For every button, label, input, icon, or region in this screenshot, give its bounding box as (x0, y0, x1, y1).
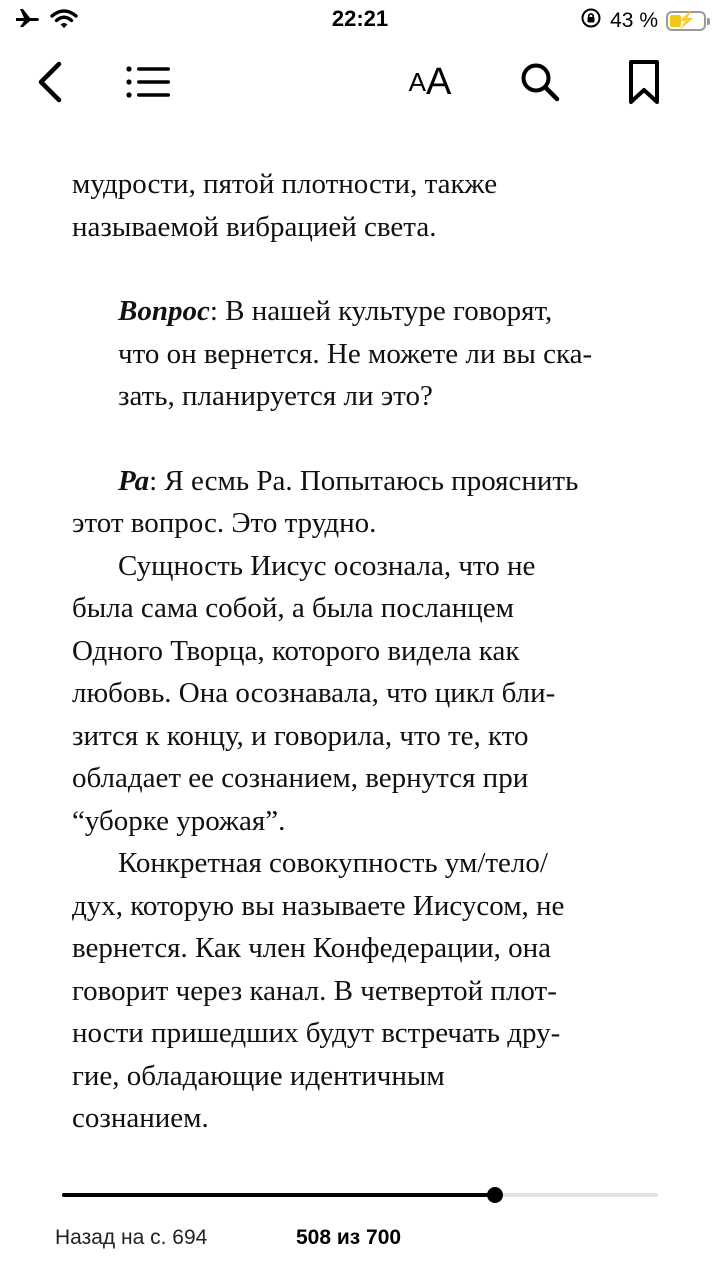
book-page-text (72, 163, 652, 1140)
text-line: : Я есмь Ра. Попытаюсь прояснить (149, 464, 579, 497)
list-icon (125, 65, 171, 99)
battery-percent: 43 % (610, 9, 658, 32)
reading-progress-slider[interactable] (62, 1193, 658, 1197)
text-line: мудрости, пятой плотности, также (72, 168, 498, 200)
search-button[interactable] (512, 50, 568, 114)
text-line: что он вернется. Не можете ли вы ска- (118, 337, 593, 370)
text-line: говорит через канал. В четвертой плот- (72, 974, 557, 1007)
text-line: Конкретная совокупность ум/тело/ (118, 847, 548, 879)
paragraph-4 (72, 545, 652, 843)
speaker-ra: Ра (118, 464, 150, 497)
page-count: 508 из 700 (296, 1226, 402, 1249)
text-line: вернется. Как член Конфедерации, она (72, 932, 552, 964)
battery-icon (666, 11, 706, 31)
text-line: : В нашей культуре говорят, (209, 295, 553, 327)
back-to-page-link[interactable]: Назад на с. 694 (55, 1226, 208, 1249)
text-line: называемой вибрацией света. (72, 210, 437, 243)
text-line: зать, планируется ли это? (118, 380, 433, 412)
font-settings-button[interactable] (398, 50, 462, 114)
text-line: зится к концу, и говорила, что те, кто (72, 719, 529, 752)
font-big-label: A (425, 60, 452, 103)
progress-handle[interactable] (487, 1187, 503, 1203)
text-line: гие, обладающие идентичным (72, 1059, 445, 1092)
text-line: “уборке урожая”. (72, 804, 286, 837)
search-icon (519, 61, 561, 103)
paragraph-question (72, 290, 652, 418)
reader-toolbar (0, 50, 720, 114)
text-line: этот вопрос. Это трудно. (72, 507, 377, 539)
status-bar (0, 0, 720, 40)
text-line: Сущность Иисус осознала, что не (118, 549, 536, 582)
charging-bolt-icon: ⚡ (676, 12, 696, 29)
bookmark-icon (627, 58, 661, 106)
paragraph-5 (72, 842, 652, 1140)
font-small-label: A (408, 66, 426, 97)
text-line: любовь. Она осознавала, что цикл бли- (72, 677, 556, 709)
paragraph-answer (72, 460, 652, 545)
text-line: обладает ее сознанием, вернутся при (72, 762, 529, 794)
speaker-question: Вопрос (118, 295, 210, 327)
table-of-contents-button[interactable] (118, 50, 178, 114)
status-time: 22:21 (331, 6, 389, 31)
orientation-lock-icon (580, 7, 602, 35)
text-line: дух, которую вы называете Иисусом, не (72, 889, 565, 922)
bookmark-button[interactable] (616, 50, 672, 114)
text-line: была сама собой, а была посланцем (72, 592, 515, 624)
progress-fill (62, 1193, 495, 1197)
page-footer (0, 1226, 720, 1256)
text-line: ности пришедших будут встречать дру- (72, 1017, 561, 1049)
text-line: Одного Творца, которого видела как (72, 634, 520, 667)
back-button[interactable] (26, 50, 74, 114)
chevron-left-icon (35, 60, 65, 104)
text-line: сознанием. (72, 1102, 209, 1134)
paragraph-1 (72, 163, 652, 248)
